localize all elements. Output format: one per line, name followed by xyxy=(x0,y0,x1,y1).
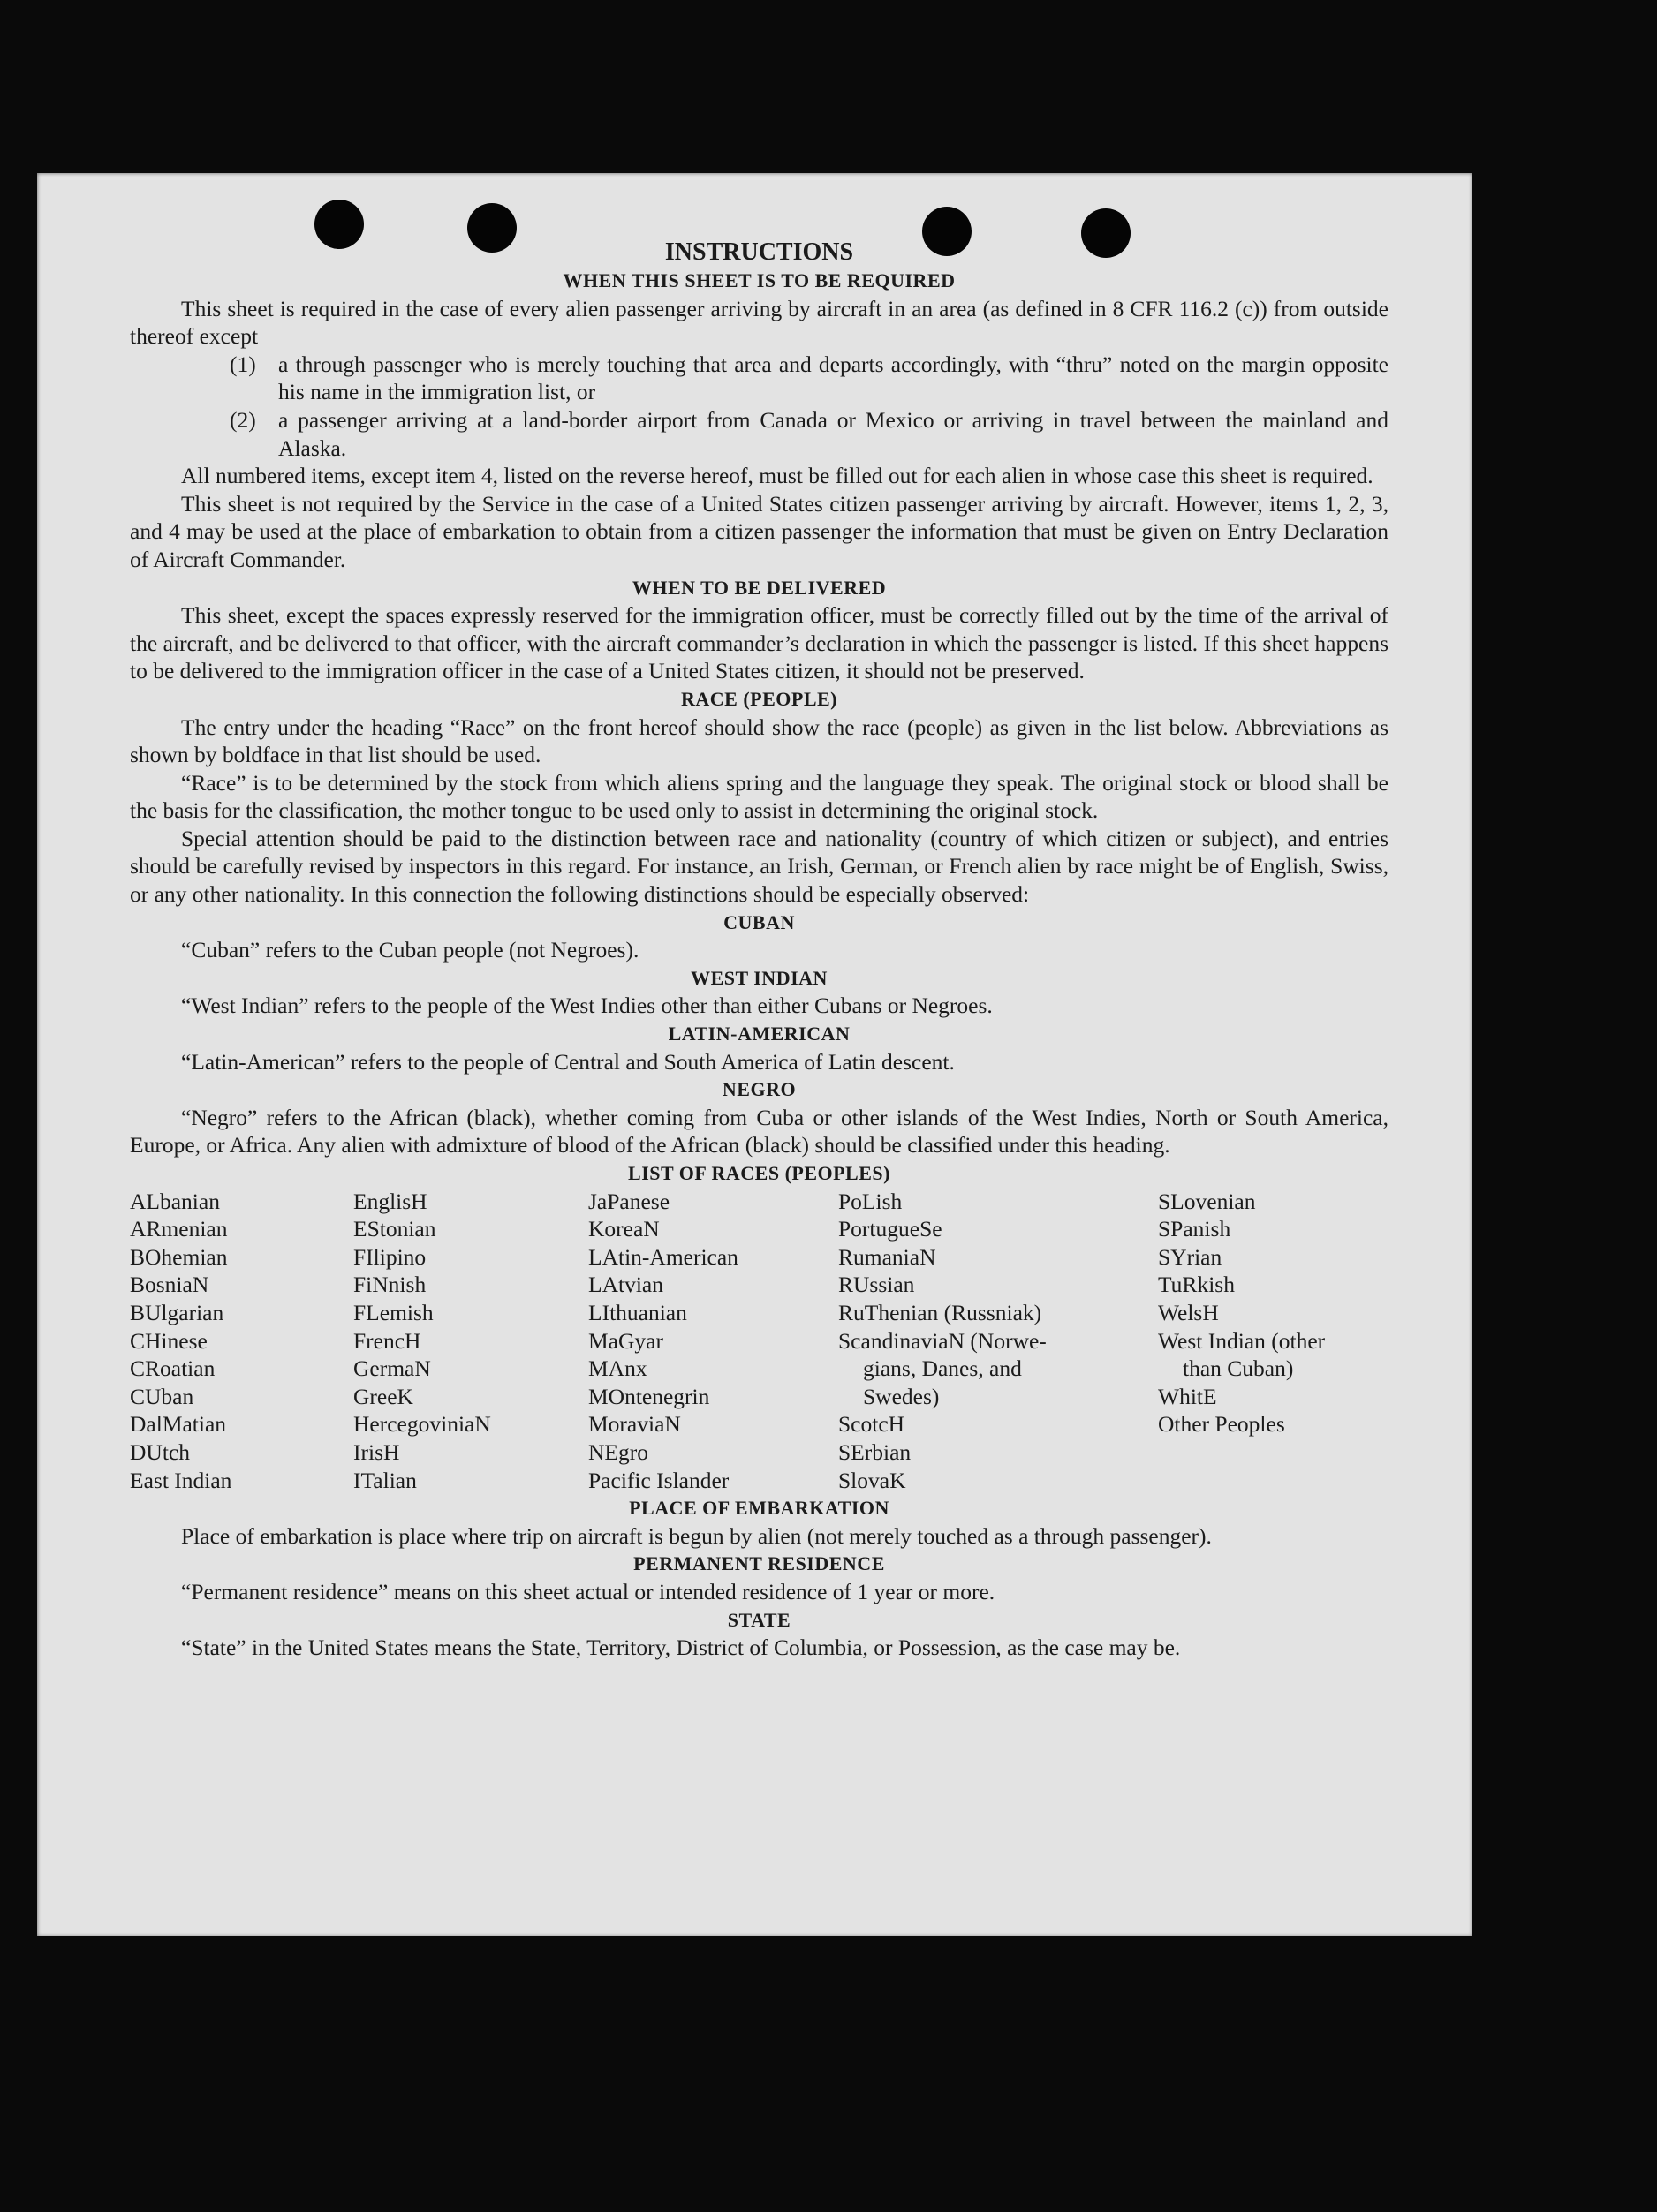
race-entry: BosniaN xyxy=(130,1272,209,1298)
race-entry: LIthuanian xyxy=(588,1299,687,1325)
race-entry-continued: than Cuban) xyxy=(1183,1355,1294,1382)
heading-latin-american: LATIN-AMERICAN xyxy=(668,1023,851,1046)
state-text: “State” in the United States means the State, Territory, District of Columbia, or Possession, as the case may be. xyxy=(181,1634,1181,1661)
races-list xyxy=(130,1188,1388,1495)
race-entry: MoraviaN xyxy=(588,1411,681,1438)
race-entry: CRoatian xyxy=(130,1355,216,1382)
heading-residence: PERMANENT RESIDENCE xyxy=(633,1552,885,1575)
race-entry: FrencH xyxy=(353,1327,421,1354)
race-entry: ScandinaviaN (Norwe- xyxy=(838,1327,1047,1354)
race-entry: East Indian xyxy=(130,1467,232,1493)
exception-item xyxy=(230,351,1388,406)
heading-required: WHEN THIS SHEET IS TO BE REQUIRED xyxy=(563,269,956,291)
race-entry: EnglisH xyxy=(353,1188,427,1214)
required-para-numbered-items: All numbered items, except item 4, listed on the reverse hereof, must be filled out for each alien in whose case this sheet is required. xyxy=(181,463,1373,489)
race-entry: JaPanese xyxy=(588,1188,670,1214)
item-text: a passenger arriving at a land-border airport from Canada or Mexico or arriving in travel between the mainland and Alaska. xyxy=(278,406,1388,461)
race-para-1: The entry under the heading “Race” on the front hereof should show the race (people) as given in the list below. Abbreviations as shown by boldface in that list should be used. xyxy=(130,713,1388,768)
race-entry: WelsH xyxy=(1158,1299,1219,1325)
race-entry: SYrian xyxy=(1158,1243,1222,1270)
race-para-2: “Race” is to be determined by the stock from which aliens spring and the language they speak. The original stock or blood shall be the basis for the classification, the mother tongue to be used only to assist in determining the original stock. xyxy=(130,769,1388,824)
race-entry: HercegoviniaN xyxy=(353,1411,491,1438)
instructions-text xyxy=(130,238,1388,1662)
race-entry: FIlipino xyxy=(353,1243,427,1270)
races-column-3 xyxy=(588,1188,838,1495)
heading-race: RACE (PEOPLE) xyxy=(681,687,837,710)
race-entry: PortugueSe xyxy=(838,1216,942,1242)
race-entry: SlovaK xyxy=(838,1467,906,1493)
race-entry: KoreaN xyxy=(588,1216,660,1242)
heading-cuban: CUBAN xyxy=(723,910,795,933)
race-entry: IrisH xyxy=(353,1438,400,1465)
race-entry: LAtin-American xyxy=(588,1243,738,1270)
races-column-4 xyxy=(838,1188,1158,1495)
race-entry: West Indian (other xyxy=(1158,1327,1326,1354)
heading-negro: NEGRO xyxy=(722,1078,797,1101)
race-entry: RumaniaN xyxy=(838,1243,936,1270)
race-entry: RuThenian (Russniak) xyxy=(838,1299,1042,1325)
latin-american-text: “Latin-American” refers to the people of Central and South America of Latin descent. xyxy=(181,1048,955,1075)
race-entry: MOntenegrin xyxy=(588,1383,710,1409)
heading-list-of-races: LIST OF RACES (PEOPLES) xyxy=(628,1162,890,1184)
race-entry: BUlgarian xyxy=(130,1299,224,1325)
race-entry: ITalian xyxy=(353,1467,417,1493)
race-entry: CUban xyxy=(130,1383,194,1409)
race-para-3: Special attention should be paid to the distinction between race and nationality (country of which citizen or subject), and entries should be carefully revised by inspectors in this regard. For instance, an Irish, German, or French alien by race might be of English, Swiss, or any other nationality. In this connection the following distinctions should be especially observed: xyxy=(130,825,1388,908)
race-entry: FLemish xyxy=(353,1299,434,1325)
race-entry: SPanish xyxy=(1158,1216,1231,1242)
races-column-2 xyxy=(353,1188,588,1495)
document-page xyxy=(37,173,1472,1936)
race-entry: Pacific Islander xyxy=(588,1467,730,1493)
west-indian-text: “West Indian” refers to the people of the West Indies other than either Cubans or Negroes. xyxy=(181,993,993,1019)
race-entry: NEgro xyxy=(588,1438,648,1465)
race-entry-continued: Swedes) xyxy=(863,1383,940,1409)
races-column-5 xyxy=(1158,1188,1388,1495)
item-number: (2) xyxy=(230,406,256,433)
race-entry: GermaN xyxy=(353,1355,431,1382)
heading-delivered: WHEN TO BE DELIVERED xyxy=(632,576,887,599)
required-intro: This sheet is required in the case of every alien passenger arriving by aircraft in an area (as defined in 8 CFR 116.2 (c)) from outside thereof except xyxy=(130,295,1388,350)
race-entry: RUssian xyxy=(838,1272,915,1298)
page-title: INSTRUCTIONS xyxy=(664,238,854,266)
race-entry: FiNnish xyxy=(353,1272,427,1298)
race-entry: ARmenian xyxy=(130,1216,228,1242)
race-entry: LAtvian xyxy=(588,1272,663,1298)
race-entry: DUtch xyxy=(130,1438,190,1465)
race-entry-continued: gians, Danes, and xyxy=(863,1355,1022,1382)
race-entry: CHinese xyxy=(130,1327,208,1354)
residence-text: “Permanent residence” means on this sheet actual or intended residence of 1 year or more. xyxy=(181,1578,995,1604)
heading-west-indian: WEST INDIAN xyxy=(691,966,828,989)
heading-state: STATE xyxy=(727,1608,791,1631)
race-entry: GreeK xyxy=(353,1383,413,1409)
race-entry: ScotcH xyxy=(838,1411,905,1438)
race-entry: MaGyar xyxy=(588,1327,663,1354)
race-entry: SErbian xyxy=(838,1438,912,1465)
race-entry: DalMatian xyxy=(130,1411,227,1438)
race-entry: TuRkish xyxy=(1158,1272,1235,1298)
delivered-text: This sheet, except the spaces expressly reserved for the immigration officer, must be correctly filled out by the time of the arrival of the aircraft, and be delivered to that officer, with the aircraft commander’s declaration in which the passenger is listed. If this sheet happens to be delivered to the immigration officer in the case of a United States citizen, it should not be preserved. xyxy=(130,602,1388,684)
race-entry: ALbanian xyxy=(130,1188,220,1214)
embarkation-text: Place of embarkation is place where trip on aircraft is begun by alien (not merely touched as a through passenger). xyxy=(181,1522,1212,1549)
negro-text: “Negro” refers to the African (black), whether coming from Cuba or other islands of the West Indies, North or South America, Europe, or Africa. Any alien with admixture of blood of the African (black) should be classified under this heading. xyxy=(130,1104,1388,1159)
race-entry: BOhemian xyxy=(130,1243,228,1270)
item-text: a through passenger who is merely touching that area and departs accordingly, with “thru” noted on the margin opposite his name in the immigration list, or xyxy=(278,351,1388,405)
exception-item xyxy=(230,406,1388,462)
race-entry: MAnx xyxy=(588,1355,647,1382)
required-para-citizen: This sheet is not required by the Service in the case of a United States citizen passenger arriving by aircraft. However, items 1, 2, 3, and 4 may be used at the place of embarkation to obtain from a citizen passenger the information that must be given on Entry Declaration of Aircraft Commander. xyxy=(130,490,1388,572)
races-column-1 xyxy=(130,1188,353,1495)
race-entry: SLovenian xyxy=(1158,1188,1256,1214)
cuban-text: “Cuban” refers to the Cuban people (not Negroes). xyxy=(181,937,639,963)
race-entry: Other Peoples xyxy=(1158,1411,1285,1438)
heading-embarkation: PLACE OF EMBARKATION xyxy=(629,1497,889,1520)
race-entry: WhitE xyxy=(1158,1383,1217,1409)
race-entry: PoLish xyxy=(838,1188,903,1214)
race-entry: EStonian xyxy=(353,1216,436,1242)
item-number: (1) xyxy=(230,351,256,377)
